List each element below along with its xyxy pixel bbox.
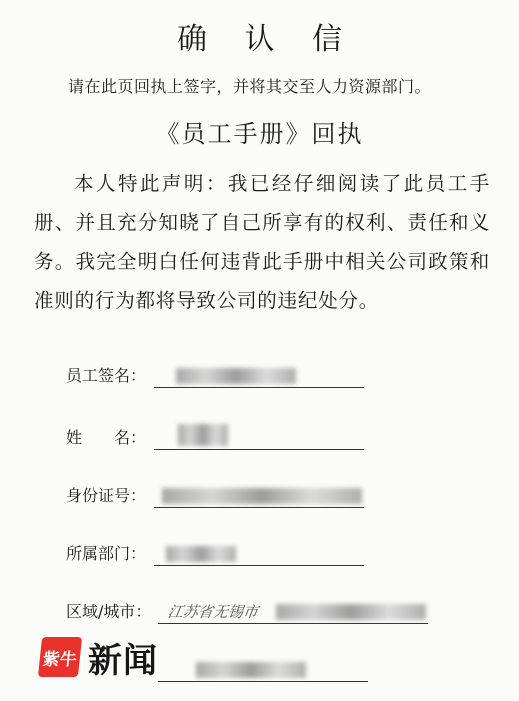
- document-subtitle: 《员工手册》回执: [155, 120, 364, 148]
- name-line: [154, 449, 364, 450]
- signature-field: [66, 360, 496, 390]
- xinwen-wordmark: 新闻: [88, 640, 158, 681]
- signature-line: [154, 387, 364, 388]
- region-city-redaction: [276, 604, 426, 620]
- region-city-value: 江苏省无锡市: [166, 603, 260, 621]
- id-number-field: [66, 480, 496, 510]
- name-label: 姓 名：: [66, 428, 147, 447]
- date-line: [158, 681, 368, 682]
- region-city-line: [158, 623, 428, 624]
- id-number-line: [154, 507, 364, 508]
- date-redaction: [196, 662, 306, 678]
- signature-redaction: [176, 368, 296, 384]
- region-city-label: 区域/城市：: [66, 602, 152, 621]
- instruction-text: 请在此页回执上签字，并将其交至人力资源部门。: [68, 77, 432, 96]
- department-redaction: [166, 546, 236, 562]
- news-watermark-logo: [40, 636, 158, 681]
- document-title: 确 认 信: [176, 22, 357, 57]
- zi-niu-badge-icon: 紫牛: [38, 637, 82, 677]
- department-field: [66, 538, 496, 568]
- declaration-statement: 本人特此声明：我已经仔细阅读了此员工手册、并且充分知晓了自己所享有的权利、责任和义务。我完全明白任何违背此手册中相关公司政策和准则的行为都将导致公司的违纪处分。: [34, 172, 490, 312]
- region-city-field: [66, 596, 496, 626]
- department-label: 所属部门：: [66, 544, 147, 563]
- id-number-label: 身份证号：: [66, 486, 147, 505]
- id-number-redaction: [162, 488, 362, 504]
- department-line: [154, 565, 364, 566]
- signature-label: 员工签名：: [66, 366, 147, 385]
- name-redaction: [178, 424, 228, 446]
- name-field: [66, 422, 496, 452]
